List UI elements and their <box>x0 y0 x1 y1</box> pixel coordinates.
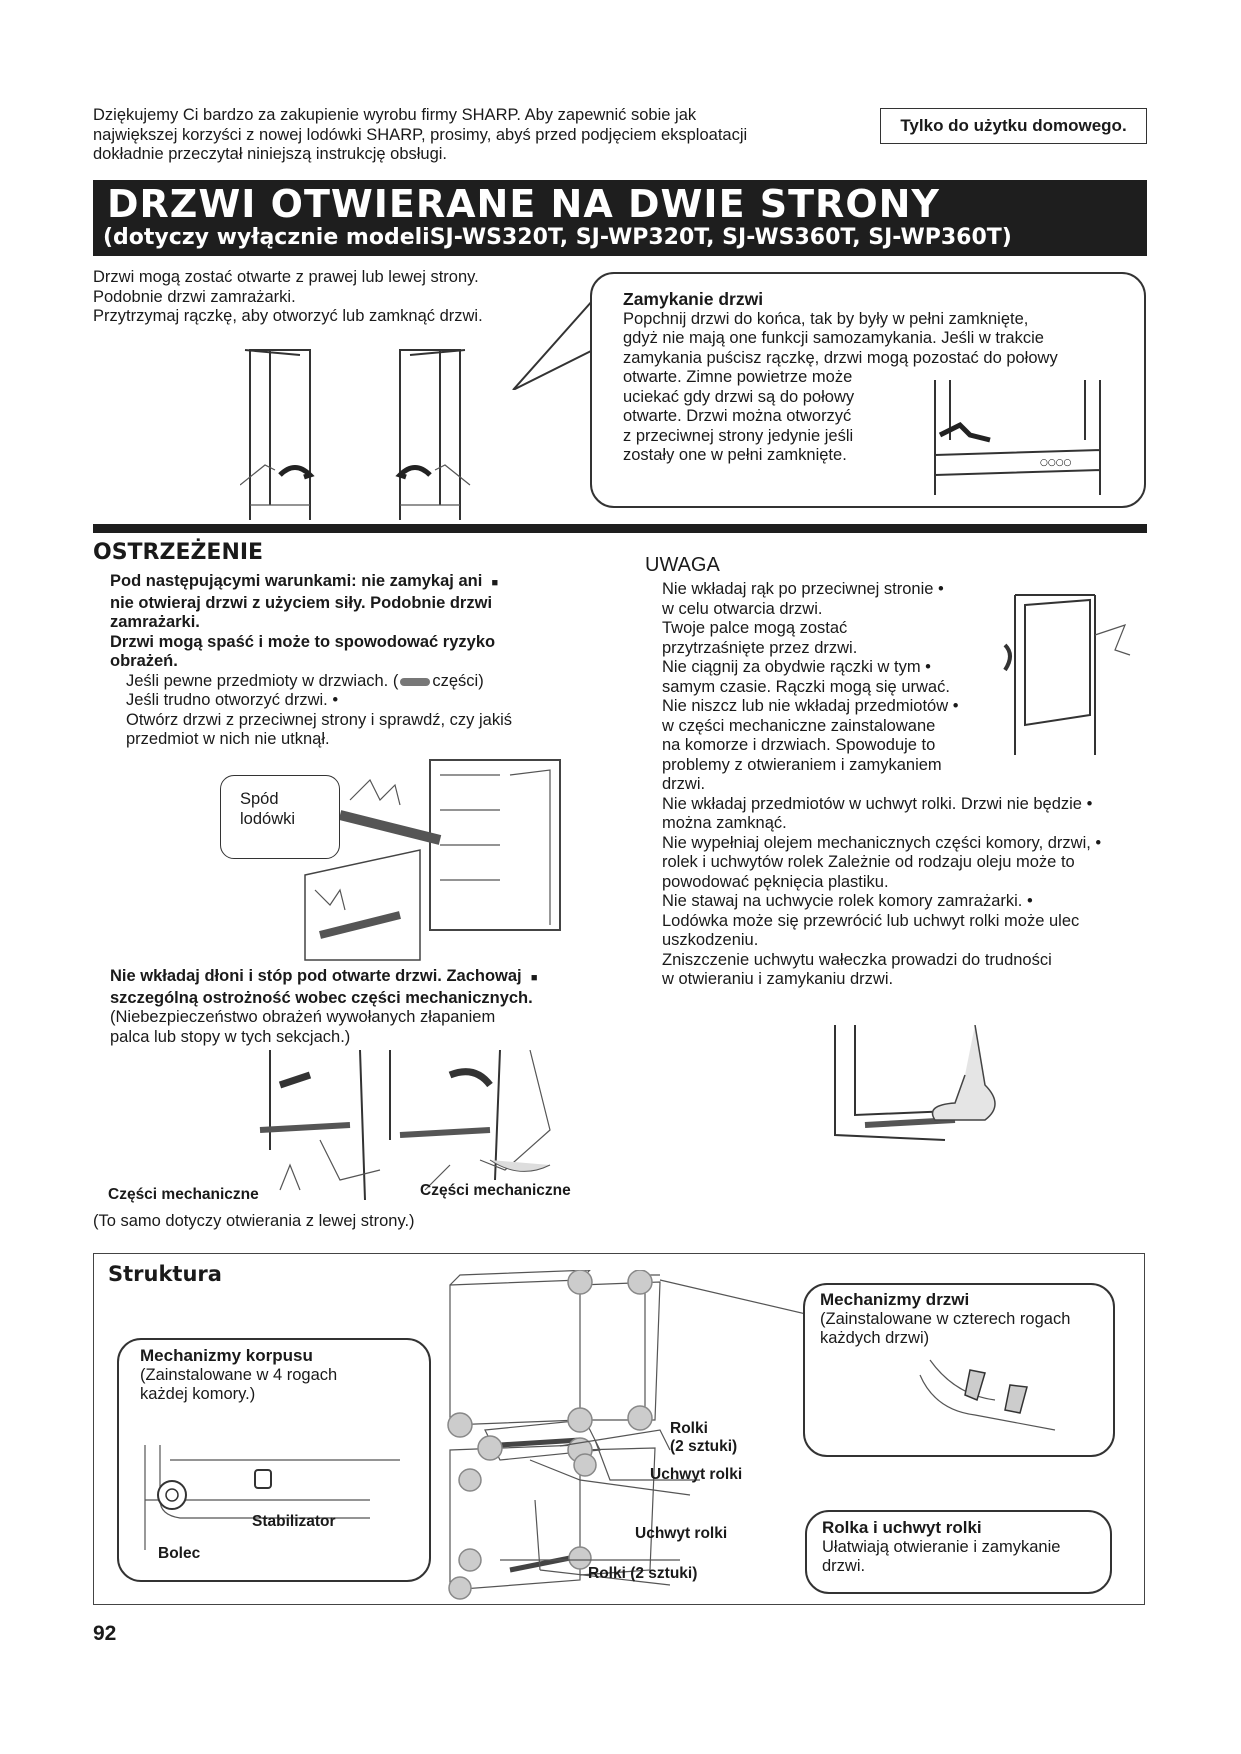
svg-text:○○○○: ○○○○ <box>1040 458 1072 468</box>
banner-subtitle: (dotyczy wyłącznie modeliSJ-WS320T, SJ-WP320T, SJ-WS360T, SJ-WP360T) <box>103 225 1012 250</box>
mechanical-parts-label-1: Części mechaniczne <box>108 1186 259 1203</box>
warning-text: Pod następującymi warunkami: nie zamykaj ani ■ nie otwieraj drzwi z użyciem siły. Podobnie drzwi zamrażarki. Drzwi mogą spaść i może to spowodować ryzyko obrażeń. Jeśli pewne przedmioty w drzwiach. ( części) Jeśli trudno otworzyć drzwi. • Otwórz drzwi z przeciwnej strony i sprawdź, czy jakiś przedmiot w nich nie utknął. <box>110 572 580 750</box>
closing-title: Zamykanie drzwi <box>623 289 764 309</box>
doors-description: Drzwi mogą zostać otwarte z prawej lub lewej strony. Podobnie drzwi zamrażarki. Przytrzymaj rączkę, aby otworzyć lub zamknąć drzwi. <box>93 268 483 325</box>
roller-holder-label-2: Uchwyt rolki <box>635 1525 728 1542</box>
door-opening-illustration <box>240 345 490 525</box>
note-title: UWAGA <box>645 554 720 576</box>
pin-label: Bolec <box>158 1545 201 1562</box>
warning-title: OSTRZEŻENIE <box>93 540 264 565</box>
closing-door-illustration <box>930 380 1110 500</box>
rollers-label-2: Rolki (2 sztuki) <box>588 1565 698 1582</box>
rollers-label-1: Rolki (2 sztuki) <box>670 1420 738 1455</box>
exploded-fridge-illustration <box>440 1270 860 1600</box>
body-mechanisms-text: Mechanizmy korpusu (Zainstalowane w 4 rogach każdej komory.) <box>140 1346 338 1403</box>
domestic-use-label: Tylko do użytku domowego. <box>880 108 1147 144</box>
roller-holder-label-1: Uchwyt rolki <box>650 1466 743 1483</box>
structure-title: Struktura <box>108 1262 222 1286</box>
same-applies-note: (To samo dotyczy otwierania z lewej strony.) <box>93 1212 415 1230</box>
stabilizer-label: Stabilizator <box>252 1513 336 1530</box>
underside-label: Spód lodówki <box>240 790 296 828</box>
hand-foot-illustration <box>250 1050 610 1200</box>
section-banner <box>93 180 1147 256</box>
door-mechanisms-text: Mechanizmy drzwi (Zainstalowane w czterech rogach każdych drzwi) <box>820 1290 1071 1347</box>
mechanical-parts-label-2: Części mechaniczne <box>420 1182 571 1199</box>
part-icon <box>400 678 430 686</box>
foot-on-roller-illustration <box>825 1025 1025 1150</box>
banner-title: DRZWI OTWIERANE NA DWIE STRONY <box>107 182 940 226</box>
closing-doors-text: Zamykanie drzwi Popchnij drzwi do końca, tak by były w pełni zamknięte, gdyż nie mają one funkcji samozamykania. Jeśli w trakcie zamykania puścisz rączkę, drzwi mogą pozostać do połowy otwarte. Zimne powietrze może uciekać gdy drzwi są do połowy otwarte. Drzwi można otworzyć z przeciwnej strony jedynie jeśli zostały one w pełni zamknięte. <box>623 289 1058 464</box>
bubble-pointer <box>505 270 595 390</box>
roller-text: Rolka i uchwyt rolki Ułatwiają otwieranie i zamykanie drzwi. <box>822 1518 1061 1575</box>
page-number: 92 <box>93 1622 117 1645</box>
note-text: Nie wkładaj rąk po przeciwnej stronie • w celu otwarcia drzwi. Twoje palce mogą zostać przytrzaśnięte przez drzwi. Nie ciągnij za obydwie rączki w tym • samym czasie. Rączki mogą się urwać. Nie niszcz lub nie wkładaj przedmiotów • w części mechaniczne zainstalowane na komorze i drzwiach. Spowoduje to problemy z otwieraniem i zamykaniem drzwi. Nie wkładaj przedmiotów w uchwyt rolki. Drzwi nie będzie • można zamknąć. Nie wypełniaj olejem mechanicznych części komory, drzwi, • rolek i uchwytów rolek Zależnie od rodzaju oleju może to powodować pęknięcia plastiku. Nie stawaj na uchwycie rolek komory zamrażarki. • Lodówka może się przewrócić lub uchwyt rolki może ulec uszkodzeniu. Zniszczenie uchwytu wałeczka prowadzi do trudności w otwieraniu i zamykaniu drzwi. <box>662 580 1102 988</box>
body-mechanism-illustration <box>140 1440 420 1560</box>
caution-text: Nie wkładaj dłoni i stóp pod otwarte drzwi. Zachowaj ■ szczególną ostrożność wobec części mechanicznych. (Niebezpieczeństwo obrażeń wywołanych złapaniem palca lub stopy w tych sekcjach.) <box>110 967 590 1047</box>
hand-pinch-illustration <box>995 575 1135 760</box>
section-divider <box>93 524 1147 533</box>
door-mechanism-illustration <box>915 1355 1065 1440</box>
intro-text: Dziękujemy Ci bardzo za zakupienie wyrobu firmy SHARP. Aby zapewnić sobie jak największej korzyści z nowej lodówki SHARP, prosimy, abyś przed podjęciem eksploatacji dokładnie przeczytał niniejszą instrukcję obsługi. <box>93 106 748 163</box>
